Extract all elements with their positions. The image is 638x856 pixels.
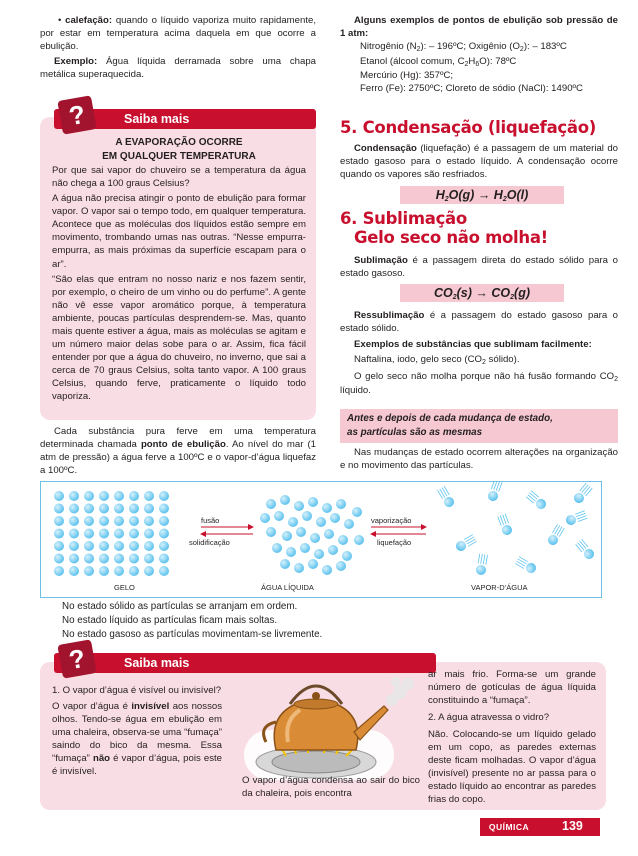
- gas-particle: [546, 524, 565, 547]
- solid-particle: [144, 491, 154, 501]
- saiba-title-line2: EM QUALQUER TEMPERATURA: [102, 150, 256, 162]
- vapor-question-1: [52, 684, 222, 778]
- liquid-particle: [308, 497, 318, 507]
- solid-particle: [159, 554, 169, 564]
- solid-particle: [84, 529, 94, 539]
- sublimation-details: [340, 309, 618, 397]
- ressublimacao-paragraph: Ressublimação é a passagem do estado gasoso para o estado sólido.: [340, 310, 618, 335]
- solid-particle: [69, 491, 79, 501]
- solidificacao-label: solidificação: [189, 538, 230, 547]
- solid-particle: [144, 504, 154, 514]
- solid-particle: [144, 541, 154, 551]
- states-description: [62, 600, 582, 643]
- gas-particle: [572, 483, 593, 506]
- changes-paragraph: Nas mudanças de estado ocorrem alterações na organização e no movimento das partículas.: [340, 447, 618, 472]
- particles-callout: Antes e depois de cada mudança de estado, as partículas são as mesmas: [340, 409, 618, 443]
- solid-particle: [129, 529, 139, 539]
- sublimation-equation: $CO_2(s) \to CO_2(g)$: [400, 284, 564, 302]
- solid-particle: [159, 541, 169, 551]
- boiling-line-1: Nitrogênio $(N_2)$: – 196ºC; Oxigênio $(O_2)$: – 183ºC: [360, 41, 567, 54]
- liquid-particle: [286, 547, 296, 557]
- fusao-label: fusão: [201, 516, 220, 525]
- solid-particle: [159, 491, 169, 501]
- saiba-mais-header: Saiba mais: [54, 109, 316, 129]
- gas-particle: [565, 510, 588, 527]
- solid-particle: [114, 516, 124, 526]
- solid-particle: [99, 516, 109, 526]
- boiling-line-2: Etanol (álcool comum, $C_2H_6O$): 78ºC: [360, 55, 517, 68]
- solid-particle: [144, 529, 154, 539]
- ponto-ebulicao-term: ponto de ebulição: [140, 439, 226, 451]
- liquid-particle: [266, 499, 276, 509]
- ponto-ebulicao-paragraph: Cada substância pura ferve em uma temperatura determinada chamada ponto de ebulição. Ao nível do mar (1 atm de pressão) a água ferve a 100ºC e o vapor-d’água liquefaz a 100ºC.: [40, 426, 317, 477]
- liquid-particle: [260, 513, 270, 523]
- calefacao-paragraph: • calefação: quando o líquido vaporiza muito rapidamente, por estar em temperatura acima daquela em que ocorre a ebulição. Exemplo: Água líquida derramada sobre uma chapa metálica superaquecida.: [40, 15, 316, 81]
- solid-particle: [129, 554, 139, 564]
- example-text: Água líquida derramada sobre uma chapa metálica superaquecida.: [40, 56, 316, 81]
- solid-particle: [129, 491, 139, 501]
- solid-particle: [54, 491, 64, 501]
- gas-particle: [437, 486, 456, 509]
- solid-particle: [69, 504, 79, 514]
- solid-particle: [54, 554, 64, 564]
- solid-particle: [129, 504, 139, 514]
- saiba-mais-content: [52, 136, 306, 403]
- solid-particle: [54, 516, 64, 526]
- question-mark-icon-2: ?: [57, 639, 96, 678]
- sublimacao-term: Sublimação: [354, 255, 408, 266]
- solid-particle: [114, 491, 124, 501]
- solid-particle: [69, 516, 79, 526]
- kettle-caption: O vapor d’água condensa ao sair do bico da chaleira, pois encontra: [242, 775, 420, 800]
- solid-particle: [99, 554, 109, 564]
- condensacao-term: Condensação: [354, 143, 417, 154]
- solid-particle: [84, 491, 94, 501]
- section-5-title: 5. Condensação (liquefação): [340, 118, 596, 137]
- solid-particle: [69, 566, 79, 576]
- solid-particle: [129, 566, 139, 576]
- solid-particle: [54, 504, 64, 514]
- liquid-particle: [352, 507, 362, 517]
- solid-particle: [84, 554, 94, 564]
- page-number: 139: [562, 819, 583, 833]
- vaporizacao-label: vaporização: [371, 516, 412, 525]
- solid-particle: [84, 516, 94, 526]
- solid-particle: [69, 554, 79, 564]
- solid-particle: [99, 566, 109, 576]
- liquid-particle: [282, 531, 292, 541]
- condensation-equation: $H_2O(g) \to H_2O(l)$: [400, 186, 564, 204]
- boiling-points-heading: Alguns exemplos de pontos de ebulição sob pressão de 1 atm:: [340, 15, 618, 40]
- solid-particle: [114, 554, 124, 564]
- solid-particle: [129, 541, 139, 551]
- solid-particle: [99, 529, 109, 539]
- saiba-mais-header-2: Saiba mais: [54, 653, 436, 673]
- liquid-particle: [308, 559, 318, 569]
- solid-particle: [99, 541, 109, 551]
- solid-particle: [54, 566, 64, 576]
- liquid-particle: [266, 527, 276, 537]
- answer-1: O vapor d’água é invisível aos nossos olhos. Tendo-se água em ebulição em uma chaleira, observa-se uma “fumaça” saindo do bico da mesma. Essa “fumaça” não é vapor d’água, pois este é invisível.: [52, 701, 222, 778]
- solid-particle: [114, 541, 124, 551]
- liquid-particle: [288, 517, 298, 527]
- gas-particle: [497, 513, 514, 536]
- liquid-particle: [272, 543, 282, 553]
- solid-particle: [114, 529, 124, 539]
- liquid-particle: [294, 501, 304, 511]
- fumaca-explanation: ar mais frio. Forma-se um grande número de gotículas de água líquida constituindo a “fumaça”.: [428, 669, 596, 707]
- solid-particle: [114, 566, 124, 576]
- liquid-particle: [294, 563, 304, 573]
- gas-particle: [454, 534, 477, 553]
- saiba-paragraph-2: “São elas que entram no nosso nariz e nos fazem sentir, por exemplo, o cheiro de um vinho ou do perfume”. A gente não vê esse vapor aromático porque, à temperatura ambiente, poucas partículas desprendem-se. Mas, quanto mais quente estiver a água, mais as moléculas se agitam e um número maior delas sobe para o ar. Assim, fica fácil entender por que a água do chuveiro, no inverno, que sai a cerca de 70 graus Celsius, solta tanto vapor. A 100 graus Celsius, quando ferve, praticamente o líquido todo vaporiza.: [52, 273, 306, 402]
- solid-particle: [129, 516, 139, 526]
- agua-liquida-label: ÁGUA LÍQUIDA: [261, 583, 314, 592]
- liquid-particle: [300, 543, 310, 553]
- liquid-particle: [354, 535, 364, 545]
- liquid-particle: [280, 495, 290, 505]
- solid-particle: [84, 566, 94, 576]
- liquid-particle: [314, 549, 324, 559]
- gas-particle: [526, 490, 549, 511]
- gas-particle: [487, 482, 504, 502]
- solid-particle: [69, 529, 79, 539]
- boiling-line-3: Mercúrio (Hg): 357ºC;: [360, 70, 454, 82]
- liquid-particle: [336, 499, 346, 509]
- question-2: 2. A água atravessa o vidro?: [428, 712, 550, 724]
- examples-list: Naftalina, iodo, gelo seco ($CO_2$ sólido).: [354, 354, 520, 367]
- saiba-question: Por que sai vapor do chuveiro se a temperatura da água não chega a 100 graus Celsius?: [52, 165, 306, 190]
- gas-particle: [575, 539, 596, 562]
- saiba-paragraph-1: A água não precisa atingir o ponto de ebulição para formar vapor. O vapor sai o tempo todo, em qualquer temperatura. Acontece que as moléculas dos líquidos estão sempre em movimento, trombando umas nas outras. “Nesse empurra-empurra, as mais próximas da superfície escapam para o ar”.: [52, 193, 306, 270]
- liquid-particle: [330, 513, 340, 523]
- liquid-particle: [316, 517, 326, 527]
- solid-particle: [159, 529, 169, 539]
- liquid-particle: [322, 565, 332, 575]
- liquid-particle: [324, 529, 334, 539]
- state-gas: No estado gasoso as partículas movimentam-se livremente.: [62, 629, 323, 641]
- liquid-particle: [322, 503, 332, 513]
- liquid-particle: [274, 511, 284, 521]
- solid-particle: [144, 516, 154, 526]
- solid-particle: [54, 529, 64, 539]
- boiling-points-block: [340, 14, 618, 95]
- section-6-title: 6. Sublimação Gelo seco não molha!: [340, 209, 548, 247]
- particles-illustration: [41, 482, 601, 597]
- liquid-particle: [338, 535, 348, 545]
- solid-particle: [99, 504, 109, 514]
- boiling-line-4: Ferro (Fe): 2750ºC; Cloreto de sódio (NaCl): 1490ºC: [360, 83, 583, 95]
- solid-particle: [159, 516, 169, 526]
- examples-heading: Exemplos de substâncias que sublimam facilmente:: [354, 339, 592, 351]
- answer-2: Não. Colocando-se um líquido gelado em um copo, as paredes externas deste ficam molhadas. O vapor d’água (invisível) presente no ar passa para o estado líquido ao encontrar as paredes frias do copo.: [428, 729, 596, 806]
- sublimacao-paragraph: Sublimação é a passagem direta do estado sólido para o estado gasoso.: [340, 255, 618, 280]
- question-1: 1. O vapor d’água é visível ou invisível?: [52, 685, 222, 696]
- solid-particle: [114, 504, 124, 514]
- vapor-right-column: [428, 668, 596, 806]
- gas-particle: [475, 553, 488, 575]
- liquefacao-label: liquefação: [377, 538, 412, 547]
- liquid-particle: [344, 519, 354, 529]
- solid-particle: [99, 491, 109, 501]
- gas-particle: [515, 556, 538, 575]
- solid-particle: [159, 566, 169, 576]
- example-label: Exemplo:: [54, 56, 98, 68]
- liquid-particle: [328, 545, 338, 555]
- solid-particle: [84, 541, 94, 551]
- liquid-particle: [280, 559, 290, 569]
- kettle-illustration: [236, 670, 420, 790]
- solid-particle: [69, 541, 79, 551]
- calefacao-label: calefação:: [65, 15, 113, 26]
- solid-particle: [159, 504, 169, 514]
- calefacao-text: quando o líquido vaporiza muito rapidamente, por estar em temperatura acima daquela em que ocorre a ebulição.: [40, 15, 316, 53]
- condensacao-paragraph: Condensação (liquefação) é a passagem de um material do estado gasoso para o estado líquido. A condensação ocorre quando os vapores são resfriados.: [340, 143, 618, 181]
- saiba-title-line1: A EVAPORAÇÃO OCORRE: [115, 137, 243, 148]
- solid-particle: [54, 541, 64, 551]
- liquid-particle: [310, 533, 320, 543]
- state-solid: No estado sólido as partículas se arranjam em ordem.: [62, 601, 298, 612]
- state-liquid: No estado líquido as partículas ficam mais soltas.: [62, 615, 278, 627]
- liquid-particle: [302, 511, 312, 521]
- vapor-dagua-label: VAPOR-D’ÁGUA: [471, 583, 528, 592]
- states-of-matter-diagram: [40, 481, 602, 598]
- liquid-particle: [342, 551, 352, 561]
- solid-particle: [144, 554, 154, 564]
- solid-particle: [84, 504, 94, 514]
- solid-particle: [144, 566, 154, 576]
- subject-label: QUÍMICA: [488, 822, 530, 832]
- question-mark-icon: ?: [57, 95, 96, 134]
- liquid-particle: [296, 527, 306, 537]
- liquid-particle: [336, 561, 346, 571]
- gelo-seco-paragraph: O gelo seco não molha porque não há fusão formando $CO_2$ líquido.: [340, 370, 618, 397]
- gelo-label: GELO: [114, 583, 135, 592]
